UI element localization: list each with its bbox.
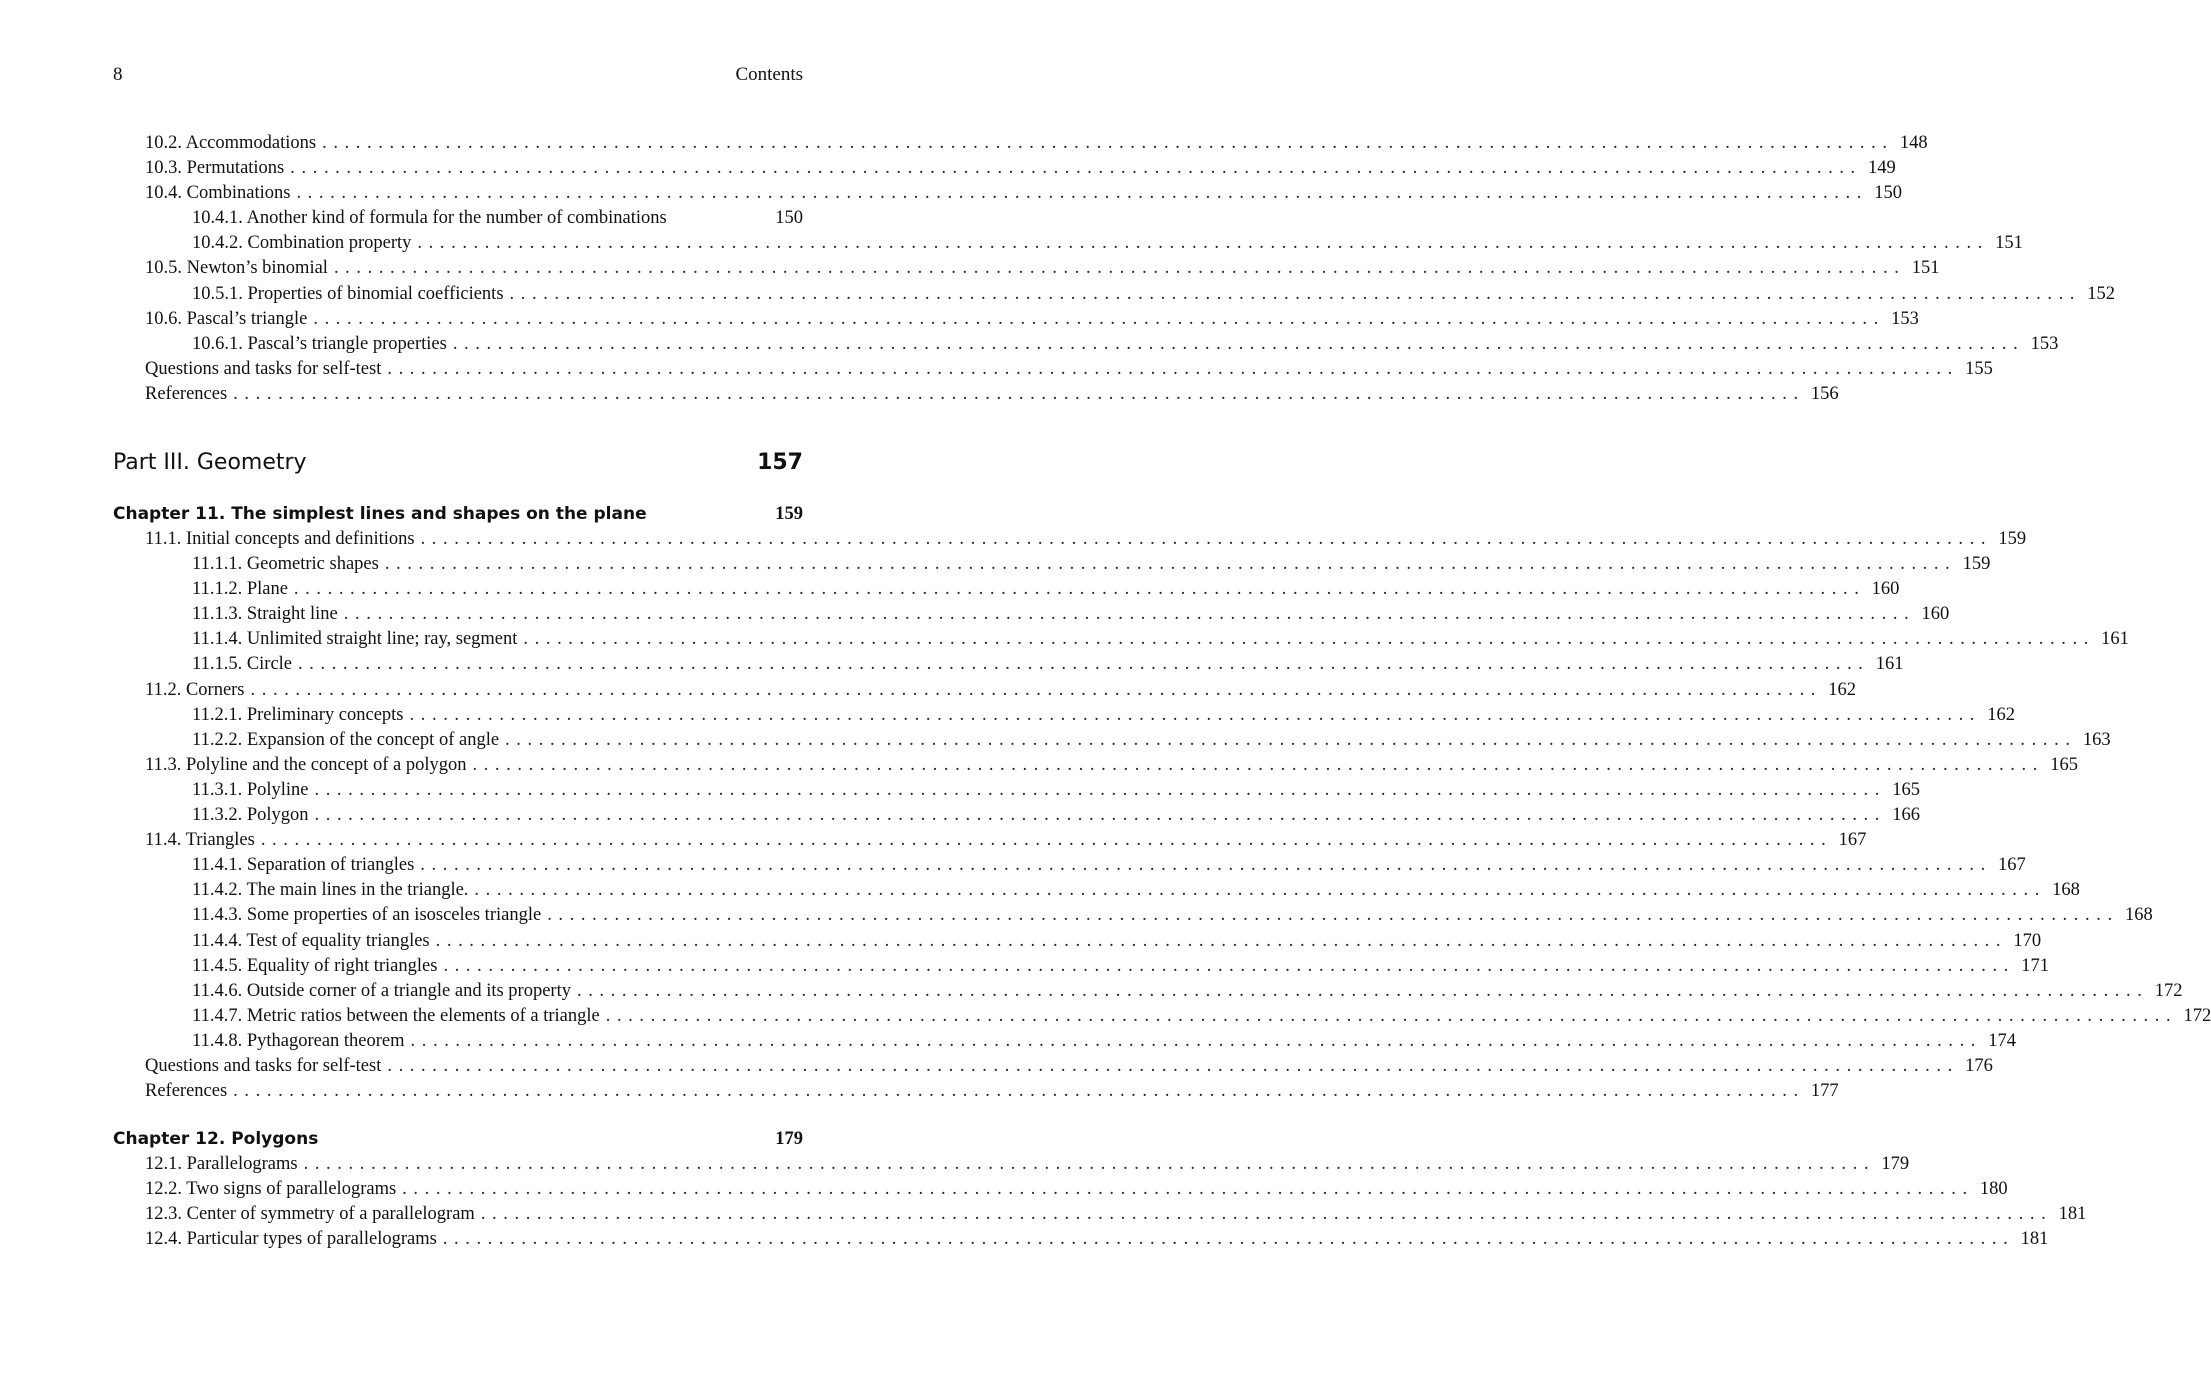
toc-entry (0, 853, 2026, 878)
toc-entry-page-number: 179 (1881, 1154, 1910, 1174)
dot-leader: ............................................................................................................................................ (322, 133, 1894, 153)
dot-leader: ............................................................................................................................................ (420, 529, 1993, 549)
toc-entry-title: 11.4.8. Pythagorean theorem (192, 1029, 411, 1054)
dot-leader: ............................................................................................................................................ (417, 233, 1989, 254)
dot-leader: ............................................................................................................................................ (409, 704, 1982, 725)
toc-entry-title: 10.4.2. Combination property (192, 231, 417, 256)
toc-entry-page-number: 166 (1892, 805, 1920, 826)
page-number: 8 (113, 64, 123, 85)
toc-entry-page-number: 149 (1868, 158, 1896, 179)
toc-entry-title: 10.2. Accommodations (145, 131, 322, 156)
toc-entry (0, 1202, 2087, 1227)
toc-entry-page-number: 148 (1899, 133, 1928, 153)
dot-leader: ............................................................................................................................................ (443, 955, 2015, 976)
toc-entry (0, 382, 1839, 407)
toc-entry-title: 11.4.5. Equality of right triangles (192, 954, 443, 979)
chapter-title: Chapter 12. Polygons (113, 1129, 319, 1149)
dot-leader: ............................................................................................................................................ (420, 855, 1992, 876)
toc-entry (0, 1054, 1993, 1079)
dot-leader: ............................................................................................................................................ (260, 830, 1833, 851)
toc-entry-title: 12.4. Particular types of parallelograms (145, 1227, 443, 1252)
toc-entry-title: 11.4.2. The main lines in the triangle. (192, 878, 474, 903)
toc-entry-page-number: 161 (1875, 654, 1904, 675)
dot-leader: ............................................................................................................................................ (387, 358, 1959, 379)
toc-entry (0, 979, 2183, 1004)
toc-entry-title: 11.3. Polyline and the concept of a polygon (145, 753, 472, 778)
toc-entry-page-number: 167 (1838, 830, 1867, 851)
toc-entry (0, 627, 2129, 652)
dot-leader: ............................................................................................................................................ (290, 158, 1862, 179)
toc-chapter-11 (0, 502, 2211, 1104)
toc-entry-title: 11.1.5. Circle (192, 652, 298, 677)
toc-entry (0, 878, 2080, 903)
dot-leader: ............................................................................................................................................ (314, 805, 1886, 826)
dot-leader: ............................................................................................................................................ (474, 880, 2046, 901)
dot-leader: ............................................................................................................................................ (233, 383, 1805, 404)
toc-entry-title: 11.4.3. Some properties of an isosceles triangle (192, 903, 547, 928)
toc-entry (0, 1029, 2017, 1054)
dot-leader: ............................................................................................................................................ (505, 729, 2077, 750)
toc-entry-page-number: 165 (2050, 754, 2078, 775)
toc-entry-page-number: 159 (1998, 529, 2027, 549)
toc-entry-title: 11.3.1. Polyline (192, 778, 314, 803)
toc-entry-page-number: 168 (2052, 880, 2080, 901)
toc-chapter-12 (0, 1127, 2087, 1252)
dot-leader: ............................................................................................................................................ (442, 1229, 2015, 1250)
toc-entry (0, 332, 2059, 357)
toc-entry-page-number: 165 (1892, 779, 1920, 800)
dot-leader: ............................................................................................................................................ (250, 679, 1823, 700)
part-title: Part III. Geometry (113, 450, 307, 475)
toc-entry (0, 602, 1950, 627)
dot-leader: ............................................................................................................................................ (233, 1081, 1805, 1102)
chapter-title: Chapter 11. The simplest lines and shapes on the plane (113, 504, 647, 524)
toc-entry-page-number: 153 (1891, 308, 1919, 329)
toc-entry (0, 1152, 1910, 1177)
toc-entry (0, 954, 2049, 979)
toc-entry-title: Questions and tasks for self-test (145, 357, 387, 382)
toc-entry-page-number: 177 (1810, 1081, 1839, 1102)
toc-entry-title: Questions and tasks for self-test (145, 1054, 387, 1079)
toc-entry-title: 11.4.6. Outside corner of a triangle and its property (192, 979, 577, 1004)
toc-entry-page-number: 181 (2058, 1204, 2087, 1225)
toc-entry-title: 12.2. Two signs of parallelograms (145, 1177, 402, 1202)
toc-continued-section (0, 131, 2116, 407)
toc-entry-page-number: 163 (2082, 729, 2111, 750)
toc-entry (0, 131, 1928, 156)
running-title: Contents (735, 64, 803, 85)
dot-leader: ............................................................................................................................................ (509, 283, 2082, 304)
toc-entry (0, 206, 916, 231)
toc-entry (0, 1004, 2211, 1029)
toc-entry-title: 11.4.1. Separation of triangles (192, 853, 420, 878)
toc-entry (0, 678, 1857, 703)
toc-entry (0, 282, 2116, 307)
toc-entry-page-number: 167 (1998, 855, 2026, 876)
toc-entry (0, 256, 1940, 281)
toc-entry (0, 1079, 1839, 1104)
toc-entry-page-number: 156 (1810, 383, 1839, 404)
chapter-heading (0, 502, 916, 527)
dot-leader: ............................................................................................................................................ (343, 604, 1916, 625)
toc-entry-page-number: 171 (2021, 955, 2049, 976)
toc-entry (0, 181, 1902, 206)
chapter-page-number: 159 (775, 504, 803, 524)
dot-leader: ............................................................................................................................................ (303, 1154, 1876, 1174)
toc-entry-page-number: 162 (1828, 679, 1857, 700)
dot-leader: ............................................................................................................................................ (410, 1030, 1983, 1051)
toc-entry (0, 231, 2023, 256)
toc-entry-page-number: 159 (1962, 554, 1991, 575)
toc-entry-title: References (145, 1079, 233, 1104)
toc-entry-page-number: 151 (1911, 258, 1940, 279)
dot-leader: ............................................................................................................................................ (293, 579, 1866, 600)
running-head (113, 64, 803, 90)
toc-entry-title: 10.4.1. Another kind of formula for the number of combinations (192, 206, 673, 231)
toc-entry-title: 11.4. Triangles (145, 828, 261, 853)
toc-entry-page-number: 168 (2124, 905, 2153, 926)
toc-entry-page-number: 172 (2183, 1005, 2211, 1026)
dot-leader: ............................................................................................................................................ (313, 308, 1885, 329)
toc-entry-page-number: 162 (1987, 704, 2016, 725)
toc-entry-page-number: 153 (2030, 333, 2059, 354)
toc-entry (0, 156, 1896, 181)
toc-entry (0, 652, 1904, 677)
dot-leader: ............................................................................................................................................ (480, 1204, 2053, 1225)
part-page-number: 157 (757, 450, 803, 475)
toc-entry-title: 11.3.2. Polygon (192, 803, 315, 828)
toc-entry (0, 1177, 2008, 1202)
toc-entry-title: 10.5.1. Properties of binomial coefficients (192, 282, 510, 307)
toc-entry-page-number: 161 (2101, 629, 2129, 650)
toc-entry (0, 527, 2027, 552)
dot-leader: ............................................................................................................................................ (387, 1055, 1959, 1076)
dot-leader: ............................................................................................................................................ (314, 779, 1886, 800)
dot-leader: ............................................................................................................................................ (576, 980, 2149, 1001)
toc-entry-page-number: 174 (1988, 1030, 2017, 1051)
dot-leader: ............................................................................................................................................ (298, 654, 1870, 675)
toc-entry (0, 903, 2153, 928)
toc-entry-page-number: 170 (2013, 930, 2042, 951)
toc-entry (0, 307, 1919, 332)
toc-entry-title: 10.6. Pascal’s triangle (145, 307, 313, 332)
toc-entry-page-number: 181 (2020, 1229, 2049, 1250)
toc-entry-title: 11.1.2. Plane (192, 577, 294, 602)
toc-entry-page-number: 150 (1874, 183, 1902, 204)
toc-entry-title: 11.1. Initial concepts and definitions (145, 527, 421, 552)
dot-leader: ............................................................................................................................................ (472, 754, 2044, 775)
toc-entry-page-number: 180 (1979, 1179, 2008, 1200)
dot-leader: ............................................................................................................................................ (547, 905, 2119, 926)
dot-leader: ............................................................................................................................................ (333, 258, 1906, 279)
toc-entry-title: References (145, 382, 233, 407)
chapter-page-number: 179 (775, 1129, 803, 1149)
toc-entry-page-number: 160 (1871, 579, 1900, 600)
toc-entry (0, 357, 1993, 382)
toc-entry-title: 10.6.1. Pascal’s triangle properties (192, 332, 453, 357)
toc-entry-page-number: 152 (2087, 283, 2116, 304)
toc-entry-title: 12.1. Parallelograms (145, 1152, 304, 1177)
toc-entry-page-number: 160 (1921, 604, 1950, 625)
toc-entry (0, 728, 2111, 753)
toc-entry-page-number: 150 (775, 208, 803, 229)
toc-entry-title: 11.2.2. Expansion of the concept of angle (192, 728, 505, 753)
toc-entry (0, 577, 1900, 602)
dot-leader: ............................................................................................................................................ (402, 1179, 1974, 1200)
dot-leader: ............................................................................................................................................ (452, 333, 2025, 354)
toc-entry (0, 803, 1920, 828)
chapter-heading (0, 1127, 916, 1152)
dot-leader: ............................................................................................................................................ (435, 930, 2008, 951)
toc-entry-title: 10.3. Permutations (145, 156, 290, 181)
toc-entry (0, 753, 2078, 778)
toc-entry-title: 11.2. Corners (145, 678, 251, 703)
toc-entry (0, 703, 2016, 728)
toc-entry-title: 11.4.4. Test of equality triangles (192, 929, 436, 954)
toc-entry-page-number: 151 (1995, 233, 2023, 254)
dot-leader: ............................................................................................................................................ (296, 183, 1868, 204)
toc-entry-title: 11.1.4. Unlimited straight line; ray, segment (192, 627, 523, 652)
toc-entry-title: 10.5. Newton’s binomial (145, 256, 334, 281)
dot-leader: ............................................................................................................................................ (605, 1005, 2178, 1026)
toc-entry-title: 11.4.7. Metric ratios between the elements of a triangle (192, 1004, 606, 1029)
toc-entry (0, 778, 1920, 803)
toc-entry-title: 11.1.1. Geometric shapes (192, 552, 385, 577)
toc-entry-title: 11.2.1. Preliminary concepts (192, 703, 410, 728)
toc-entry (0, 552, 1991, 577)
toc-entry-page-number: 172 (2154, 980, 2183, 1001)
toc-entry-title: 11.1.3. Straight line (192, 602, 344, 627)
toc-entry-page-number: 155 (1965, 358, 1993, 379)
dot-leader: ............................................................................................................................................ (523, 629, 2095, 650)
toc-entry-page-number: 176 (1965, 1055, 1993, 1076)
part-heading (113, 450, 803, 484)
toc-entry-title: 10.4. Combinations (145, 181, 296, 206)
dot-leader: ............................................................................................................................................ (384, 554, 1957, 575)
toc-entry (0, 929, 2042, 954)
toc-entry (0, 828, 1867, 853)
toc-entry (0, 1227, 2049, 1252)
toc-entry-title: 12.3. Center of symmetry of a parallelogram (145, 1202, 481, 1227)
